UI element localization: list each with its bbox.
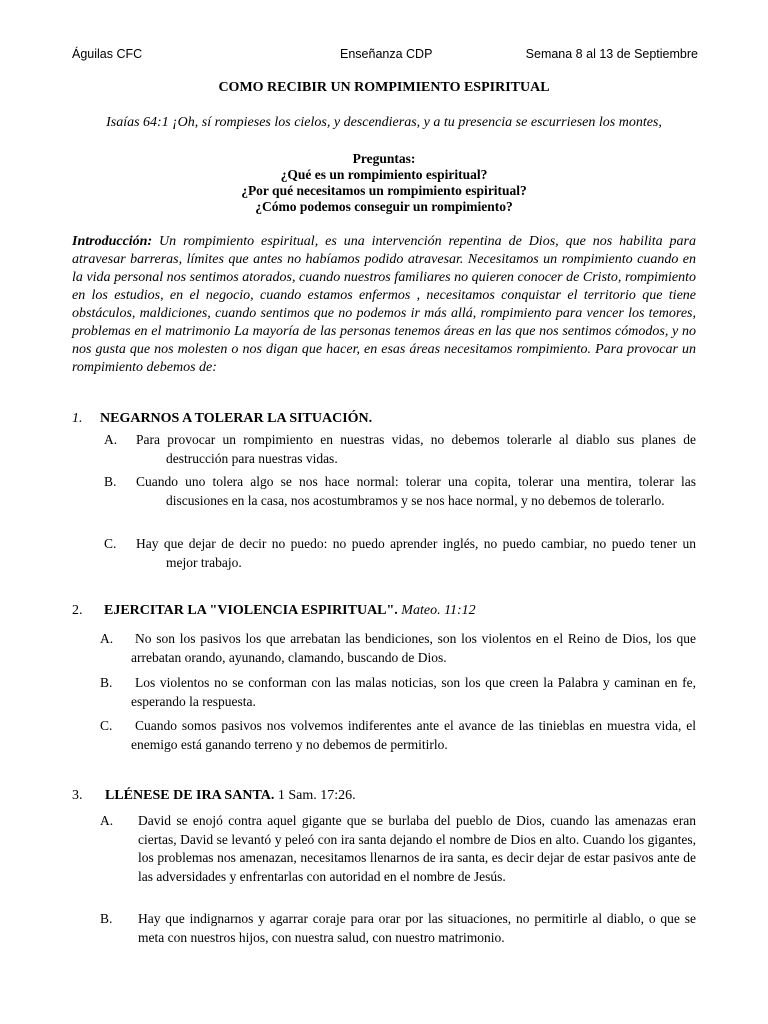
introduction-text: Un rompimiento espiritual, es una intervención repentina de Dios, que nos habilita para atravesar barreras, límites que antes no habíamos podido atravesar. Necesitamos un rompimiento cuando en la vida personal nos sentimos atorados, cuando nuestros familiares no quieren conocer de Cristo, rompimiento en los estudios, en el negocio, cuando estamos enfermos , necesitamos conquistar el territorio que tiene obstáculos, maldiciones, cuando sentimos que no podemos ir más allá, rompimiento para vencer los temores, problemas en el matrimonio La mayoría de las personas tenemos áreas en las que nos sentimos cómodos, y no nos gusta que nos molesten o nos digan que hacer, en esas áreas necesitamos rompimiento. Para provocar un rompimiento debemos de: bbox=[72, 234, 696, 375]
item-text: David se enojó contra aquel gigante que se burlaba del pueblo de Dios, cuando las amenazas eran ciertas, David se levantó y peleó con ira santa dejando el nombre de Dios en alto. Cuando los gigantes, los problemas nos amenazan, necesitamos llenarnos de ira santa, es decir dejar de estar pasivos ante de las adversidades y enfrentarlas con autoridad en el nombre de Jesús. bbox=[138, 813, 696, 884]
item-text: Hay que dejar de decir no puedo: no puedo aprender inglés, no puedo cambiar, no puedo tener un mejor trabajo. bbox=[136, 536, 696, 570]
section-2-item-a bbox=[100, 630, 696, 667]
section-1-item-a bbox=[104, 431, 696, 468]
section-1-item-b bbox=[104, 473, 696, 510]
header-week-dates: Semana 8 al 13 de Septiembre bbox=[525, 47, 698, 61]
section-3-reference: 1 Sam. 17:26. bbox=[277, 788, 356, 803]
scripture-verse: Isaías 64:1 ¡Oh, sí rompieses los cielos, y descendieras, y a tu presencia se escurriesen los montes, bbox=[106, 115, 662, 130]
item-letter: A. bbox=[104, 432, 118, 447]
section-2-title: EJERCITAR LA "VIOLENCIA ESPIRITUAL". bbox=[104, 603, 398, 618]
document-title: COMO RECIBIR UN ROMPIMIENTO ESPIRITUAL bbox=[218, 80, 550, 95]
section-2-reference: Mateo. 11:12 bbox=[401, 603, 476, 618]
introduction-label: Introducción: bbox=[72, 234, 153, 249]
section-3-item-a bbox=[100, 812, 696, 886]
item-text: Cuando somos pasivos nos volvemos indiferentes ante el avance de las tinieblas en muestra vida, el enemigo está ganando terreno y no debemos de permitirlo. bbox=[131, 718, 696, 752]
section-2-item-b bbox=[100, 674, 696, 711]
item-letter: A. bbox=[100, 631, 114, 646]
item-letter: C. bbox=[100, 718, 113, 733]
section-1-title: NEGARNOS A TOLERAR LA SITUACIÓN. bbox=[100, 411, 373, 426]
question-3: ¿Cómo podemos conseguir un rompimiento? bbox=[255, 199, 513, 214]
item-letter: B. bbox=[100, 911, 113, 926]
item-text: Para provocar un rompimiento en nuestras vidas, no debemos tolerarle al diablo sus planes de destrucción para nuestras vidas. bbox=[136, 432, 696, 466]
section-3-title: LLÉNESE DE IRA SANTA. bbox=[105, 788, 275, 803]
question-2: ¿Por qué necesitamos un rompimiento espiritual? bbox=[241, 183, 527, 198]
item-letter: B. bbox=[100, 675, 113, 690]
item-text: No son los pasivos los que arrebatan las bendiciones, son los violentos en el Reino de Dios, los que arrebatan orando, ayunando, clamando, buscando de Dios. bbox=[131, 631, 696, 665]
section-3-heading bbox=[72, 788, 356, 804]
header-course-name: Enseñanza CDP bbox=[340, 47, 433, 61]
item-letter: B. bbox=[104, 474, 117, 489]
header-church-name: Águilas CFC bbox=[72, 47, 143, 61]
introduction-paragraph bbox=[72, 233, 696, 377]
section-2-item-c bbox=[100, 717, 696, 754]
section-1-item-c bbox=[104, 535, 696, 572]
section-3-item-b bbox=[100, 910, 696, 947]
item-letter: A. bbox=[100, 813, 114, 828]
questions-heading: Preguntas: bbox=[352, 151, 416, 166]
item-text: Los violentos no se conforman con las malas noticias, son los que creen la Palabra y caminan en fe, esperando la respuesta. bbox=[131, 675, 696, 709]
item-text: Cuando uno tolera algo se nos hace normal: tolerar una copita, tolerar una mentira, tolerar las discusiones en la casa, nos acostumbramos y se nos hace normal, y no debemos de tolerarlo. bbox=[136, 474, 696, 508]
page-header bbox=[72, 47, 698, 65]
section-1-number: 1. bbox=[72, 411, 83, 426]
item-letter: C. bbox=[104, 536, 117, 551]
item-text: Hay que indignarnos y agarrar coraje para orar por las situaciones, no permitirle al diablo, o que se meta con nuestros hijos, con nuestra salud, con nuestro matrimonio. bbox=[138, 911, 696, 945]
section-2-number: 2. bbox=[72, 603, 83, 618]
section-3-number: 3. bbox=[72, 788, 83, 803]
section-2-heading bbox=[72, 603, 476, 619]
questions-block bbox=[0, 151, 768, 215]
question-1: ¿Qué es un rompimiento espiritual? bbox=[280, 167, 488, 182]
section-1-heading bbox=[72, 411, 372, 427]
